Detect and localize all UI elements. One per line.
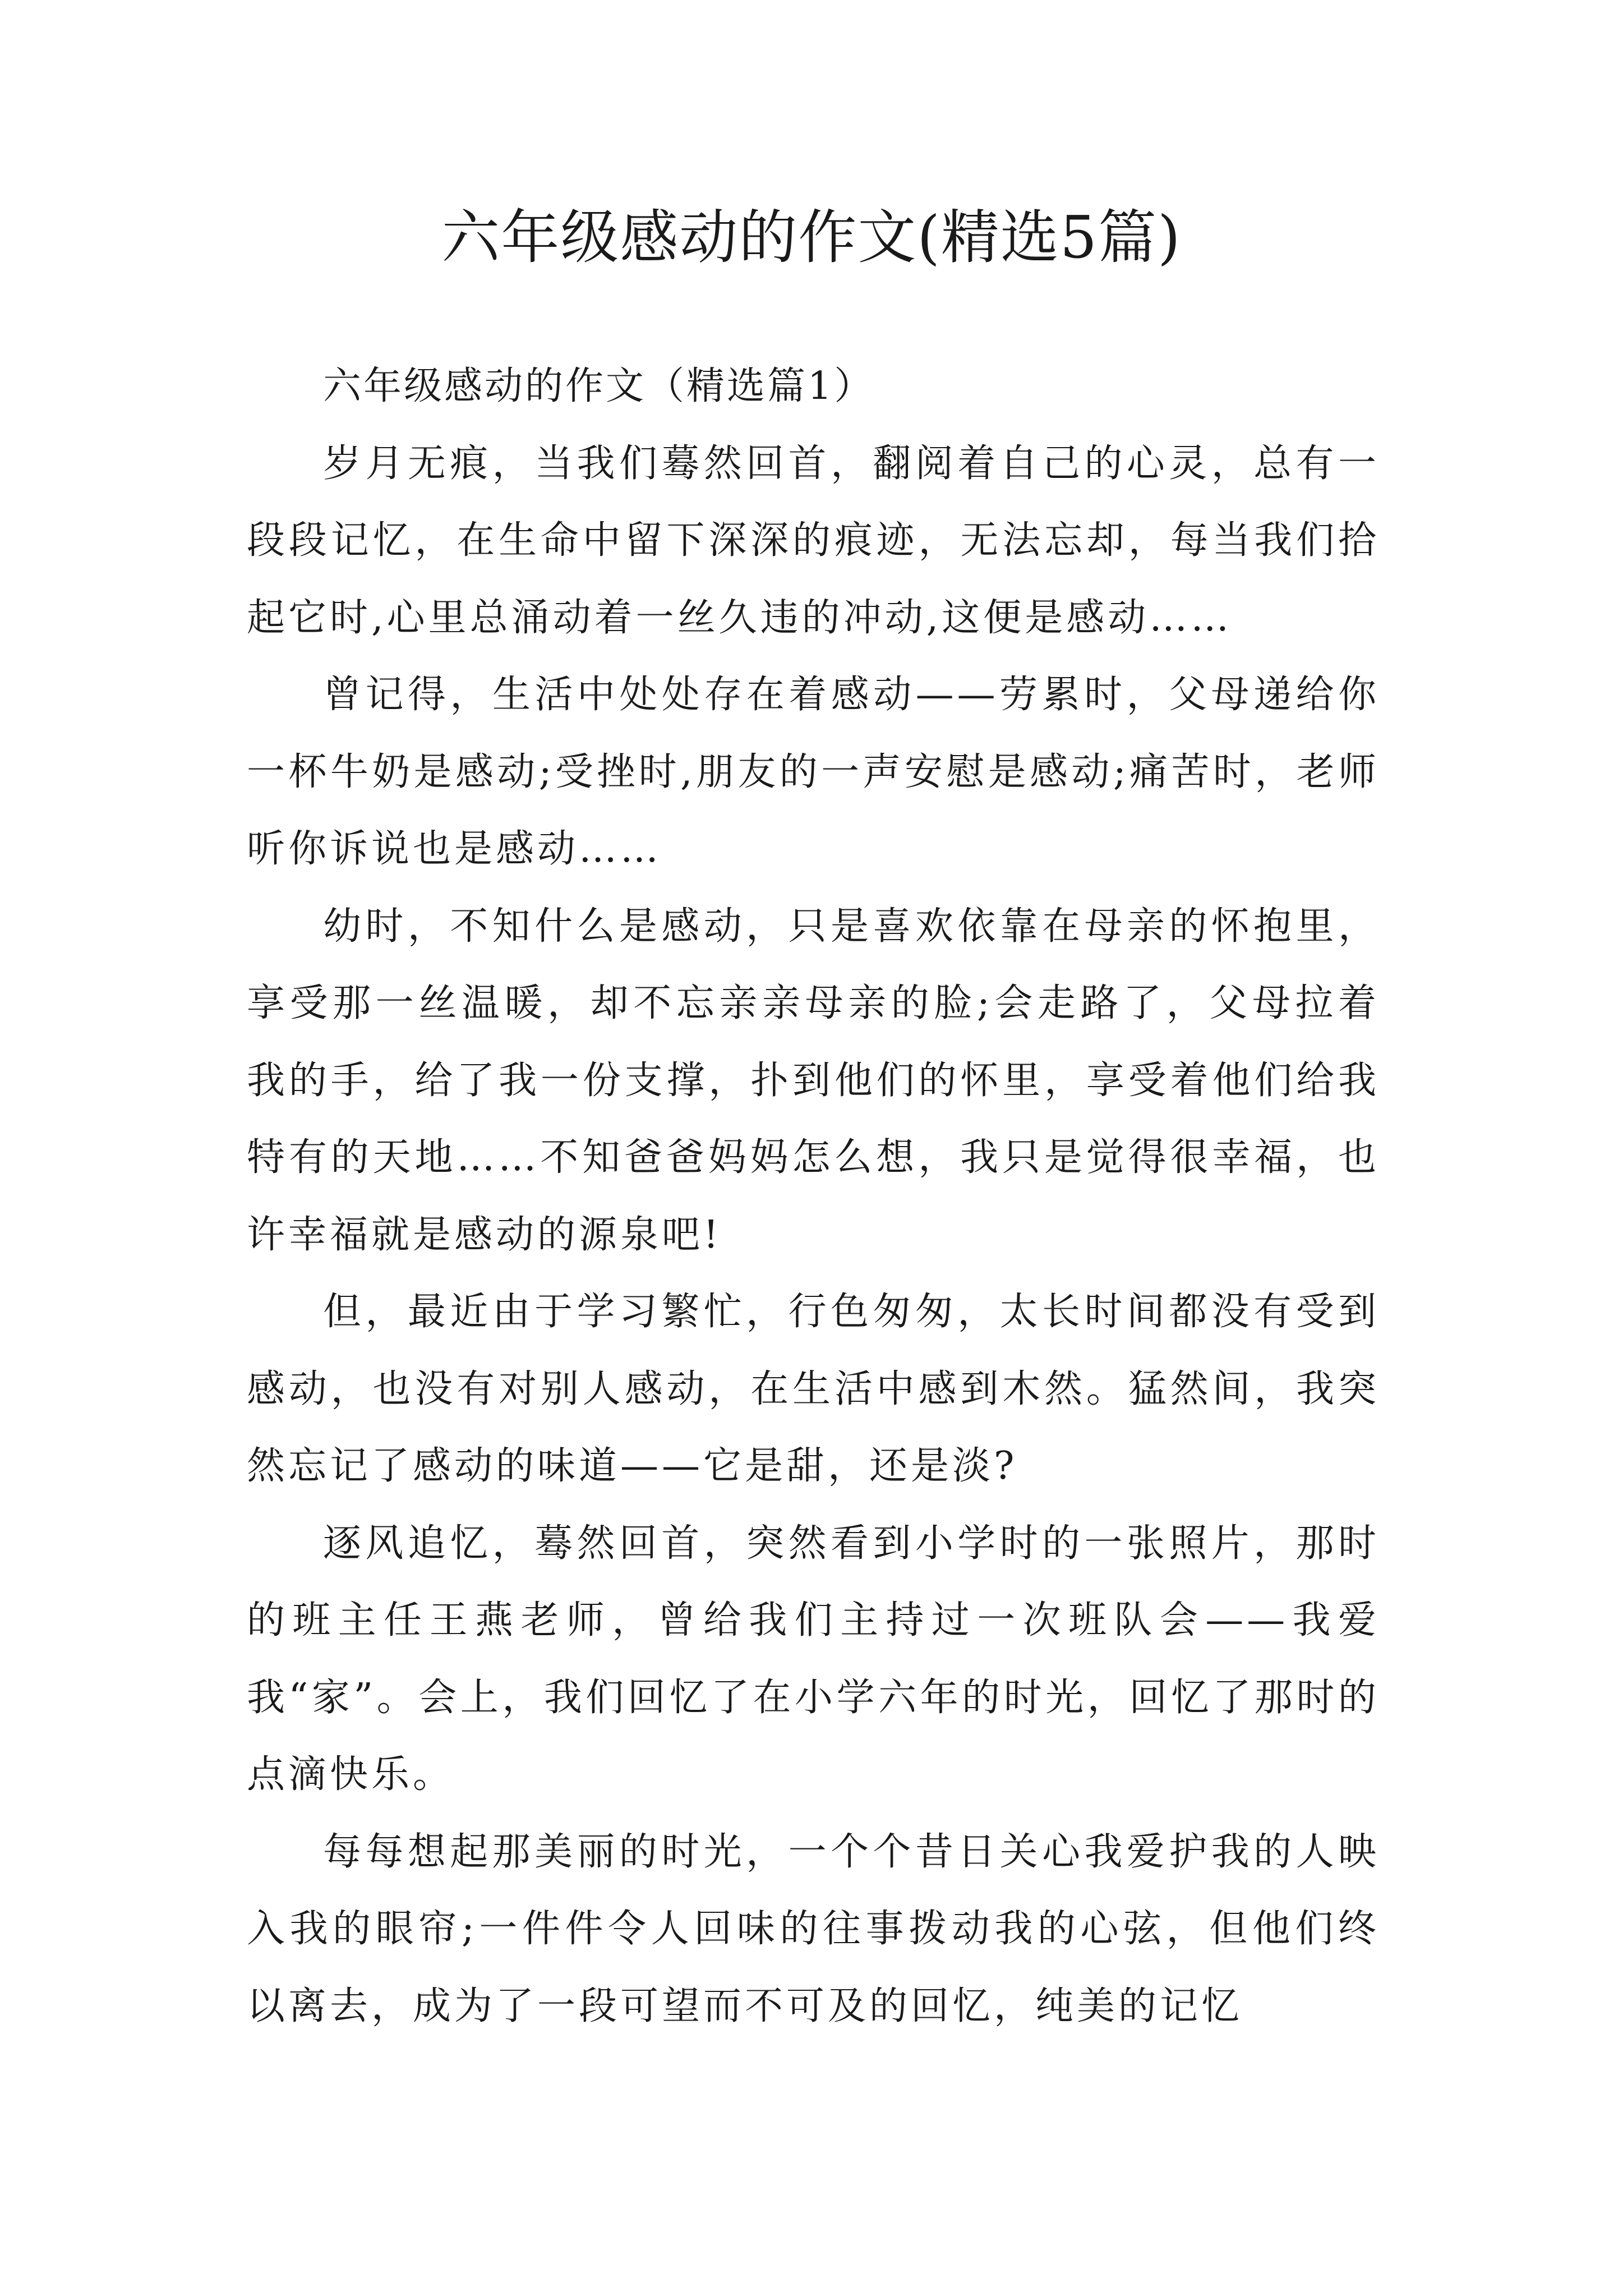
document-body [247,348,1380,2045]
paragraph-3: 幼时，不知什么是感动，只是喜欢依靠在母亲的怀抱里，享受那一丝温暖，却不忘亲亲母亲的脸;会走路了，父母拉着我的手，给了我一份支撑，扑到他们的怀里，享受着他们给我特有的天地……不知爸爸妈妈怎么想，我只是觉得很幸福，也许幸福就是感动的源泉吧! [247,904,1380,1257]
section-heading: 六年级感动的作文（精选篇1） [323,364,875,408]
paragraph-4: 但，最近由于学习繁忙，行色匆匆，太长时间都没有受到感动，也没有对别人感动，在生活中感到木然。猛然间，我突然忘记了感动的味道——它是甜，还是淡? [247,1290,1380,1488]
document-title: 六年级感动的作文(精选5篇) [441,203,1182,272]
paragraph-5: 逐风追忆，蓦然回首，突然看到小学时的一张照片，那时的班主任王燕老师，曾给我们主持过一次班队会——我爱我“家”。会上，我们回忆了在小学六年的时光，回忆了那时的点滴快乐。 [247,1521,1380,1797]
paragraph-1: 岁月无痕，当我们蓦然回首，翻阅着自己的心灵，总有一段段记忆，在生命中留下深深的痕迹，无法忘却，每当我们拾起它时,心里总涌动着一丝久违的冲动,这便是感动…… [247,441,1380,640]
paragraph-6: 每每想起那美丽的时光，一个个昔日关心我爱护我的人映入我的眼帘;一件件令人回味的往事拨动我的心弦，但他们终以离去，成为了一段可望而不可及的回忆，纯美的记忆 [247,1829,1380,2028]
paragraph-2: 曾记得，生活中处处存在着感动——劳累时，父母递给你一杯牛奶是感动;受挫时,朋友的一声安慰是感动;痛苦时，老师听你诉说也是感动…… [247,673,1380,871]
